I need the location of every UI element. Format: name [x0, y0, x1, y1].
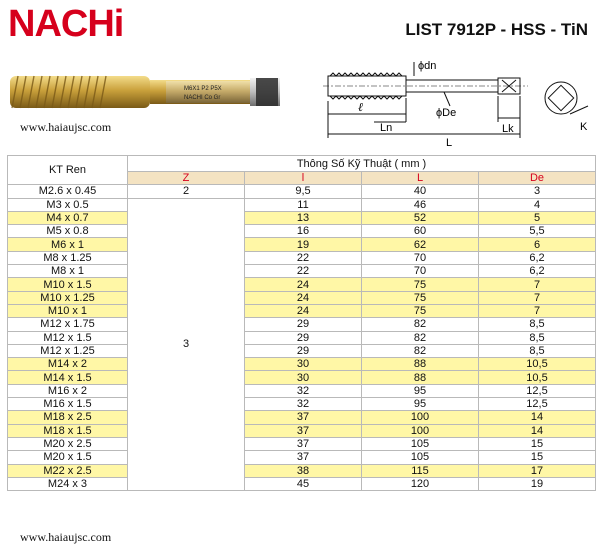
cell-L: 105 [362, 437, 479, 450]
cell-l: 24 [245, 291, 362, 304]
cell-de: 14 [479, 424, 596, 437]
cell-L: 52 [362, 211, 479, 224]
table-row [8, 318, 596, 331]
cell-l: 45 [245, 477, 362, 490]
table-row [8, 265, 596, 278]
cell-kt-ren: M18 x 2.5 [8, 411, 128, 424]
cell-kt-ren: M20 x 1.5 [8, 451, 128, 464]
table-row [8, 344, 596, 357]
cell-l: 24 [245, 304, 362, 317]
col-header-kt-ren: KT Ren [8, 156, 128, 185]
table-row [8, 358, 596, 371]
cell-kt-ren: M2.6 x 0.45 [8, 185, 128, 198]
table-row [8, 291, 596, 304]
table-row [8, 238, 596, 251]
cell-kt-ren: M12 x 1.75 [8, 318, 128, 331]
cell-L: 70 [362, 251, 479, 264]
cell-L: 82 [362, 344, 479, 357]
cell-kt-ren: M16 x 1.5 [8, 398, 128, 411]
cell-de: 8,5 [479, 331, 596, 344]
cell-de: 12,5 [479, 384, 596, 397]
cell-l: 32 [245, 398, 362, 411]
cell-l: 22 [245, 251, 362, 264]
cell-L: 60 [362, 225, 479, 238]
cell-l: 29 [245, 344, 362, 357]
cell-l: 30 [245, 371, 362, 384]
cell-l: 19 [245, 238, 362, 251]
cell-l: 30 [245, 358, 362, 371]
cell-l: 37 [245, 424, 362, 437]
cell-l: 16 [245, 225, 362, 238]
cell-L: 105 [362, 451, 479, 464]
table-row [8, 251, 596, 264]
cell-L: 115 [362, 464, 479, 477]
cell-L: 88 [362, 358, 479, 371]
cell-de: 8,5 [479, 344, 596, 357]
label-de: ϕDe [436, 107, 457, 119]
table-row [8, 437, 596, 450]
cell-kt-ren: M12 x 1.25 [8, 344, 128, 357]
table-row [8, 304, 596, 317]
cell-de: 6,2 [479, 265, 596, 278]
table-row [8, 398, 596, 411]
cell-l: 11 [245, 198, 362, 211]
cell-de: 3 [479, 185, 596, 198]
cell-de: 12,5 [479, 398, 596, 411]
cell-z: 3 [128, 198, 245, 491]
cell-L: 62 [362, 238, 479, 251]
cell-l: 32 [245, 384, 362, 397]
cell-L: 46 [362, 198, 479, 211]
cell-L: 82 [362, 331, 479, 344]
cell-kt-ren: M12 x 1.5 [8, 331, 128, 344]
cell-kt-ren: M6 x 1 [8, 238, 128, 251]
label-k: K [580, 121, 588, 133]
cell-l: 22 [245, 265, 362, 278]
table-row [8, 451, 596, 464]
cell-kt-ren: M22 x 2.5 [8, 464, 128, 477]
cell-de: 5,5 [479, 225, 596, 238]
cell-l: 37 [245, 437, 362, 450]
spec-table-body [8, 185, 596, 491]
cell-de: 7 [479, 304, 596, 317]
cell-de: 6 [479, 238, 596, 251]
col-header-z: Z [128, 172, 245, 185]
cell-l: 38 [245, 464, 362, 477]
cell-de: 10,5 [479, 358, 596, 371]
cell-kt-ren: M8 x 1.25 [8, 251, 128, 264]
cell-l: 37 [245, 411, 362, 424]
cell-l: 24 [245, 278, 362, 291]
cell-L: 75 [362, 278, 479, 291]
cell-de: 8,5 [479, 318, 596, 331]
cell-kt-ren: M10 x 1.5 [8, 278, 128, 291]
tool-label-1: M6X1 P2 P5X [184, 86, 222, 92]
cell-de: 19 [479, 477, 596, 490]
cell-de: 17 [479, 464, 596, 477]
cell-L: 75 [362, 304, 479, 317]
label-L: L [446, 137, 453, 146]
cell-L: 82 [362, 318, 479, 331]
cell-l: 9,5 [245, 185, 362, 198]
cell-l: 29 [245, 331, 362, 344]
cell-kt-ren: M8 x 1 [8, 265, 128, 278]
col-header-L: L [362, 172, 479, 185]
cell-L: 95 [362, 398, 479, 411]
website-url-top[interactable]: www.haiaujsc.com [20, 120, 112, 134]
cell-L: 75 [362, 291, 479, 304]
cell-kt-ren: M14 x 2 [8, 358, 128, 371]
table-row [8, 411, 596, 424]
table-row [8, 477, 596, 490]
cell-L: 88 [362, 371, 479, 384]
cell-de: 7 [479, 278, 596, 291]
cell-L: 120 [362, 477, 479, 490]
cell-kt-ren: M16 x 2 [8, 384, 128, 397]
website-url-bottom[interactable]: www.haiaujsc.com [20, 530, 112, 544]
cell-de: 5 [479, 211, 596, 224]
cell-kt-ren: M20 x 2.5 [8, 437, 128, 450]
col-header-de: De [479, 172, 596, 185]
cell-L: 95 [362, 384, 479, 397]
cell-de: 15 [479, 437, 596, 450]
cell-kt-ren: M18 x 1.5 [8, 424, 128, 437]
cell-de: 14 [479, 411, 596, 424]
col-header-group: Thông Số Kỹ Thuật ( mm ) [128, 156, 596, 172]
table-row [8, 198, 596, 211]
cell-l: 29 [245, 318, 362, 331]
cell-l: 37 [245, 451, 362, 464]
tap-dimension-diagram [318, 56, 600, 146]
label-dn: ϕdn [418, 60, 437, 72]
cell-kt-ren: M5 x 0.8 [8, 225, 128, 238]
label-lk: Lk [502, 123, 514, 135]
cell-kt-ren: M10 x 1 [8, 304, 128, 317]
table-row [8, 331, 596, 344]
table-row [8, 278, 596, 291]
spec-table [7, 155, 596, 491]
page-title: LIST 7912P - HSS - TiN [405, 20, 588, 39]
cell-L: 100 [362, 424, 479, 437]
cell-kt-ren: M3 x 0.5 [8, 198, 128, 211]
table-row [8, 424, 596, 437]
cell-kt-ren: M24 x 3 [8, 477, 128, 490]
cell-z: 2 [128, 185, 245, 198]
label-l-small: ℓ [358, 100, 363, 114]
tap-tool-photo [6, 66, 282, 122]
nachi-logo: NACHi [8, 3, 124, 45]
table-row [8, 384, 596, 397]
cell-L: 40 [362, 185, 479, 198]
cell-kt-ren: M10 x 1.25 [8, 291, 128, 304]
tool-label-2: NACHI Co Gr [184, 95, 221, 101]
cell-de: 7 [479, 291, 596, 304]
cell-de: 4 [479, 198, 596, 211]
table-row [8, 211, 596, 224]
cell-L: 100 [362, 411, 479, 424]
label-ln: Ln [380, 122, 393, 134]
cell-L: 70 [362, 265, 479, 278]
col-header-l: l [245, 172, 362, 185]
table-row [8, 371, 596, 384]
cell-kt-ren: M4 x 0.7 [8, 211, 128, 224]
table-row [8, 464, 596, 477]
cell-de: 15 [479, 451, 596, 464]
cell-kt-ren: M14 x 1.5 [8, 371, 128, 384]
table-row [8, 225, 596, 238]
cell-l: 13 [245, 211, 362, 224]
table-row [8, 185, 596, 198]
cell-de: 10,5 [479, 371, 596, 384]
cell-de: 6,2 [479, 251, 596, 264]
